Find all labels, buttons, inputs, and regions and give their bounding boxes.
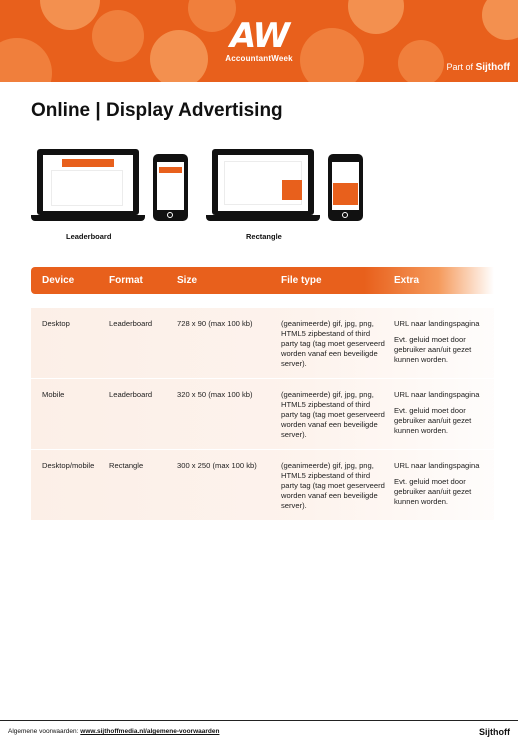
part-of-sijthoff	[447, 62, 510, 73]
extra-sound: Evt. geluid moet door gebruiker aan/uit gezet kunnen worden.	[394, 335, 472, 364]
cell-extra	[394, 319, 490, 371]
footer-terms	[8, 728, 219, 735]
cell-format: Leaderboard	[109, 390, 153, 399]
leaderboard-phone-illustration	[153, 154, 188, 221]
header-size: Size	[177, 275, 198, 286]
accountantweek-logo[interactable]	[222, 18, 296, 64]
table-row	[31, 450, 494, 520]
header-device: Device	[42, 275, 75, 286]
rectangle-ad-placeholder	[282, 180, 302, 200]
part-of-brand: Sijthoff	[475, 62, 510, 73]
cell-file-type: (geanimeerde) gif, jpg, png, HTML5 zipbestand of third party tag (tag moet geserveerd worden vanaf een beveiligde server).	[281, 461, 385, 510]
cell-device: Desktop/mobile	[42, 461, 95, 470]
leaderboard-label: Leaderboard	[66, 232, 112, 241]
extra-sound: Evt. geluid moet door gebruiker aan/uit gezet kunnen worden.	[394, 477, 472, 506]
table-row	[31, 308, 494, 378]
cell-size: 320 x 50 (max 100 kb)	[177, 390, 253, 399]
header-file-type: File type	[281, 275, 322, 286]
decorative-circle	[40, 0, 100, 30]
header-banner	[0, 0, 518, 82]
header-format: Format	[109, 275, 143, 286]
leaderboard-laptop-illustration	[31, 149, 141, 221]
cell-file-type: (geanimeerde) gif, jpg, png, HTML5 zipbestand of third party tag (tag moet geserveerd worden vanaf een beveiligde server).	[281, 319, 385, 368]
cell-size: 728 x 90 (max 100 kb)	[177, 319, 253, 328]
mobile-leaderboard-placeholder	[159, 167, 182, 173]
header-extra: Extra	[394, 275, 420, 286]
table-row	[31, 379, 494, 449]
cell-size: 300 x 250 (max 100 kb)	[177, 461, 257, 470]
decorative-circle	[150, 30, 208, 82]
extra-url: URL naar landingspagina	[394, 461, 480, 470]
logo-text: AccountantWeek	[225, 54, 293, 63]
spec-table-header	[31, 267, 494, 294]
extra-sound: Evt. geluid moet door gebruiker aan/uit gezet kunnen worden.	[394, 406, 472, 435]
cell-extra	[394, 390, 490, 442]
rectangle-laptop-illustration	[206, 149, 320, 221]
logo-mark: AW	[230, 16, 288, 56]
extra-url: URL naar landingspagina	[394, 390, 480, 399]
cell-format: Rectangle	[109, 461, 144, 470]
decorative-circle	[398, 40, 444, 82]
rectangle-phone-illustration	[328, 154, 363, 221]
decorative-circle	[0, 38, 52, 82]
cell-file-type: (geanimeerde) gif, jpg, png, HTML5 zipbestand of third party tag (tag moet geserveerd worden vanaf een beveiligde server).	[281, 390, 385, 439]
footer-terms-label: Algemene voorwaarden:	[8, 728, 79, 735]
cell-device: Mobile	[42, 390, 65, 399]
part-of-prefix: Part of	[446, 62, 474, 72]
decorative-circle	[482, 0, 518, 40]
leaderboard-banner-placeholder	[62, 159, 114, 167]
page-title: Online | Display Advertising	[31, 100, 283, 121]
mobile-rectangle-placeholder	[333, 183, 358, 205]
decorative-circle	[300, 28, 364, 82]
decorative-circle	[92, 10, 144, 62]
decorative-circle	[348, 0, 404, 34]
cell-format: Leaderboard	[109, 319, 153, 328]
cell-device: Desktop	[42, 319, 70, 328]
rectangle-label: Rectangle	[246, 232, 282, 241]
cell-extra	[394, 461, 490, 513]
footer-sijthoff-logo: Sijthoff	[479, 727, 510, 737]
footer-terms-link[interactable]: www.sijthoffmedia.nl/algemene-voorwaarden	[80, 728, 220, 735]
extra-url: URL naar landingspagina	[394, 319, 480, 328]
footer-divider	[0, 720, 518, 721]
